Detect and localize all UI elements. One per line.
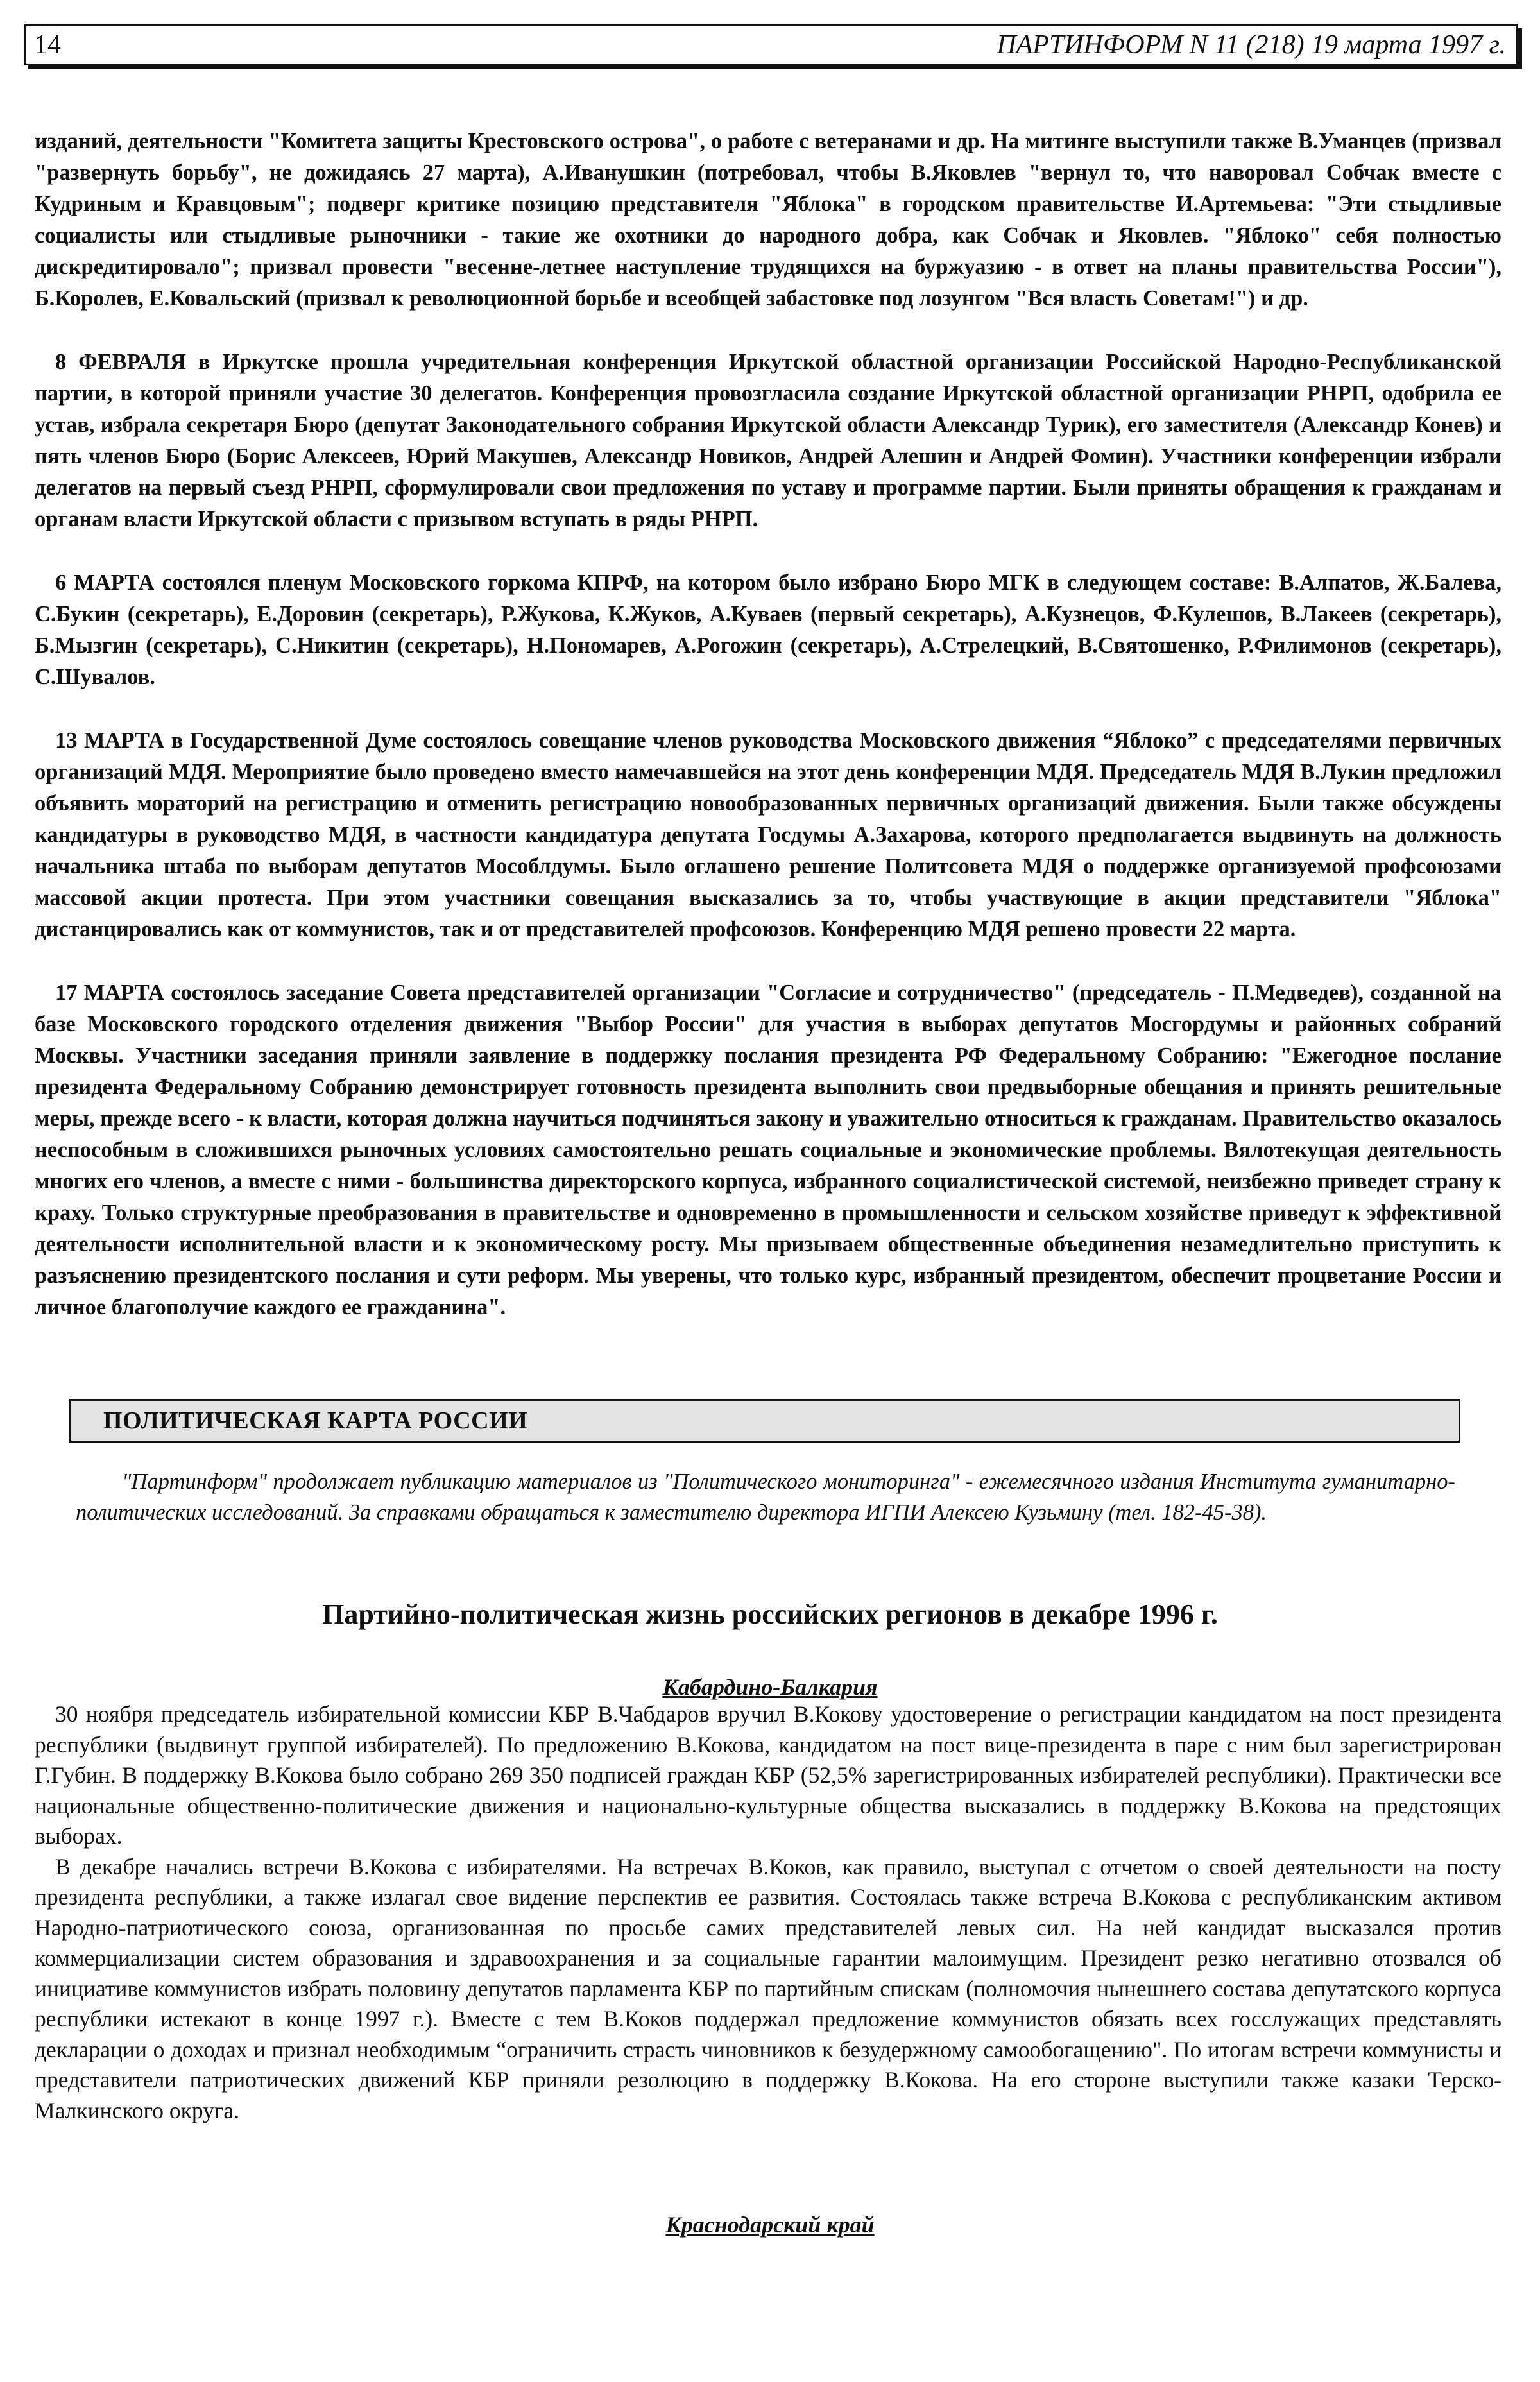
section-heading-box — [69, 1399, 1460, 1443]
page-header — [24, 24, 1518, 65]
region-heading: Краснодарский край — [665, 2212, 875, 2238]
chronicle-paragraph: 13 МАРТА в Государственной Думе состоялось совещание членов руководства Московского движения “Яблоко” с председателями первичных организаций МДЯ. Мероприятие было проведено вместо намечавшейся на этот день конференции МДЯ. Председатель МДЯ В.Лукин предложил объявить мораторий на регистрацию и отменить регистрацию новообразованных первичных организаций движения. Были также обсуждены кандидатуры в руководство МДЯ, в частности кандидатура депутата Госдумы А.Захарова, которого предполагается выдвинуть на должность начальника штаба по выборам депутатов Мособлдумы. Было оглашено решение Политсовета МДЯ о поддержке организуемой профсоюзами массовой акции протеста. При этом участники совещания высказались за то, чтобы участвующие в акции представители "Яблока" дистанцировались как от коммунистов, так и от представителей профсоюзов. Конференцию МДЯ решено провести 22 марта. — [35, 728, 1502, 941]
article-title: Партийно-политическая жизнь российских регионов в декабре 1996 г. — [322, 1598, 1218, 1630]
issue-title: ПАРТИНФОРМ N 11 (218) 19 марта 1997 г. — [997, 30, 1506, 60]
article-paragraph: 30 ноября председатель избирательной комиссии КБР В.Чабдаров вручил В.Кокову удостоверение о регистрации кандидатом на пост президента республики (выдвинут группой избирателей). По предложению В.Кокова, кандидатом на пост вице-президента в паре с ним был зарегистрирован Г.Губин. В поддержку В.Кокова было собрано 269 350 подписей граждан КБР (52,5% зарегистрированных избирателей республики). Практически все национальные общественно-политические движения и национально-культурные общества высказались в поддержку В.Кокова на предстоящих выборах. — [35, 1701, 1502, 1849]
region-heading: Кабардино-Балкария — [662, 1674, 878, 1700]
article-paragraph: В декабре начались встречи В.Кокова с избирателями. На встречах В.Коков, как правило, выступал с отчетом о своей деятельности на посту президента республики, а также излагал свое видение перспектив ее развития. Состоялась также встреча В.Кокова с республиканским активом Народно-патриотического союза, организованная по просьбе самих представителей левых сил. На ней кандидат высказался против коммерциализации систем образования и здравоохранения и за социальные гарантии малоимущим. Президент резко негативно отозвался об инициативе коммунистов избрать половину депутатов парламента КБР по партийным спискам (полномочия нынешнего состава депутатского корпуса республики истекают в конце 1997 г.). Вместе с тем В.Коков поддержал предложение коммунистов обязать всех госслужащих представлять декларации о доходах и признал необходимым “ограничить страсть чиновников к безудержному самообогащению". По итогам встречи коммунисты и представители патриотических движений КБР приняли резолюцию в поддержку В.Кокова. На его стороне выступили также казаки Терско-Малкинского округа. — [35, 1853, 1502, 2123]
section-intro: "Партинформ" продолжает публикацию материалов из "Политического мониторинга" - ежемесячного издания Института гуманитарно-политических исследований. За справками обращаться к заместителю директора ИГПИ Алексею Кузьмину (тел. 182-45-38). — [76, 1469, 1455, 1525]
page-number: 14 — [34, 30, 61, 60]
article-body — [35, 1699, 1502, 2126]
chronicle-paragraph: 6 МАРТА состоялся пленум Московского горкома КПРФ, на котором было избрано Бюро МГК в следующем составе: В.Алпатов, Ж.Балева, С.Букин (секретарь), Е.Доровин (секретарь), Р.Жукова, К.Жуков, А.Куваев (первый секретарь), А.Кузнецов, Ф.Кулешов, В.Лакеев (секретарь), Б.Мызгин (секретарь), С.Никитин (секретарь), Н.Пономарев, А.Рогожин (секретарь), А.Стрелецкий, В.Святошенко, Р.Филимонов (секретарь), С.Шувалов. — [35, 570, 1502, 689]
chronicle-paragraph: изданий, деятельности "Комитета защиты Крестовского острова", о работе с ветеранами и др. На митинге выступили также В.Уманцев (призвал "развернуть борьбу", не дожидаясь 27 марта), А.Иванушкин (потребовал, чтобы В.Яковлев "вернул то, что наворовал Собчак вместе с Кудриным и Кравцовым"; подверг критике позицию представителя "Яблока" в городском правительстве И.Артемьева: "Эти стыдливые социалисты или стыдливые рыночники - такие же охотники до народного добра, как Собчак и Яковлев. "Яблоко" себя полностью дискредитировало"; призвал провести "весенне-летнее наступление трудящихся на буржуазию - в ответ на планы правительства России"), Б.Королев, Е.Ковальский (призвал к революционной борьбе и всеобщей забастовке под лозунгом "Вся власть Советам!") и др. — [35, 129, 1502, 311]
chronicle-paragraph: 17 МАРТА состоялось заседание Совета представителей организации "Согласие и сотрудничество" (председатель - П.Медведев), созданной на базе Московского городского отделения движения "Выбор России" для участия в выборах депутатов Мосгордумы и районных собраний Москвы. Участники заседания приняли заявление в поддержку послания президента РФ Федеральному Собранию: "Ежегодное послание президента Федеральному Собранию демонстрирует готовность президента выполнить свои предвыборные обещания и принять решительные меры, прежде всего - к власти, которая должна научиться подчиняться закону и уважительно относиться к гражданам. Правительство оказалось неспособным в сложившихся рыночных условиях самостоятельно решать социальные и экономические проблемы. Вялотекущая деятельность многих его членов, а вместе с ними - большинства директорского корпуса, избранного социалистической системой, неизбежно приведет страну к краху. Только структурные преобразования в правительстве и одновременно в промышленности и сельском хозяйстве приведут к эффективной деятельности исполнительной власти и к экономическому росту. Мы призываем общественные объединения незамедлительно приступить к разъяснению президентского послания и сути реформ. Мы уверены, что только курс, избранный президентом, обеспечит процветание России и личное благополучие каждого ее гражданина". — [35, 981, 1502, 1319]
chronicle-paragraph: 8 ФЕВРАЛЯ в Иркутске прошла учредительная конференция Иркутской областной организации Российской Народно-Республиканской партии, в которой приняли участие 30 делегатов. Конференция провозгласила создание Иркутской областной организации РНРП, одобрила ее устав, избрала секретаря Бюро (депутат Законодательного собрания Иркутской области Александр Турик), его заместителя (Александр Конев) и пять членов Бюро (Борис Алексеев, Юрий Макушев, Александр Новиков, Андрей Алешин и Андрей Фомин). Участники конференции избрали делегатов на первый съезд РНРП, сформулировали свои предложения по уставу и программе партии. Были приняты обращения к гражданам и органам власти Иркутской области с призывом вступать в ряды РНРП. — [35, 350, 1502, 531]
chronicle-section — [35, 126, 1502, 1355]
section-title: ПОЛИТИЧЕСКАЯ КАРТА РОССИИ — [103, 1407, 528, 1434]
